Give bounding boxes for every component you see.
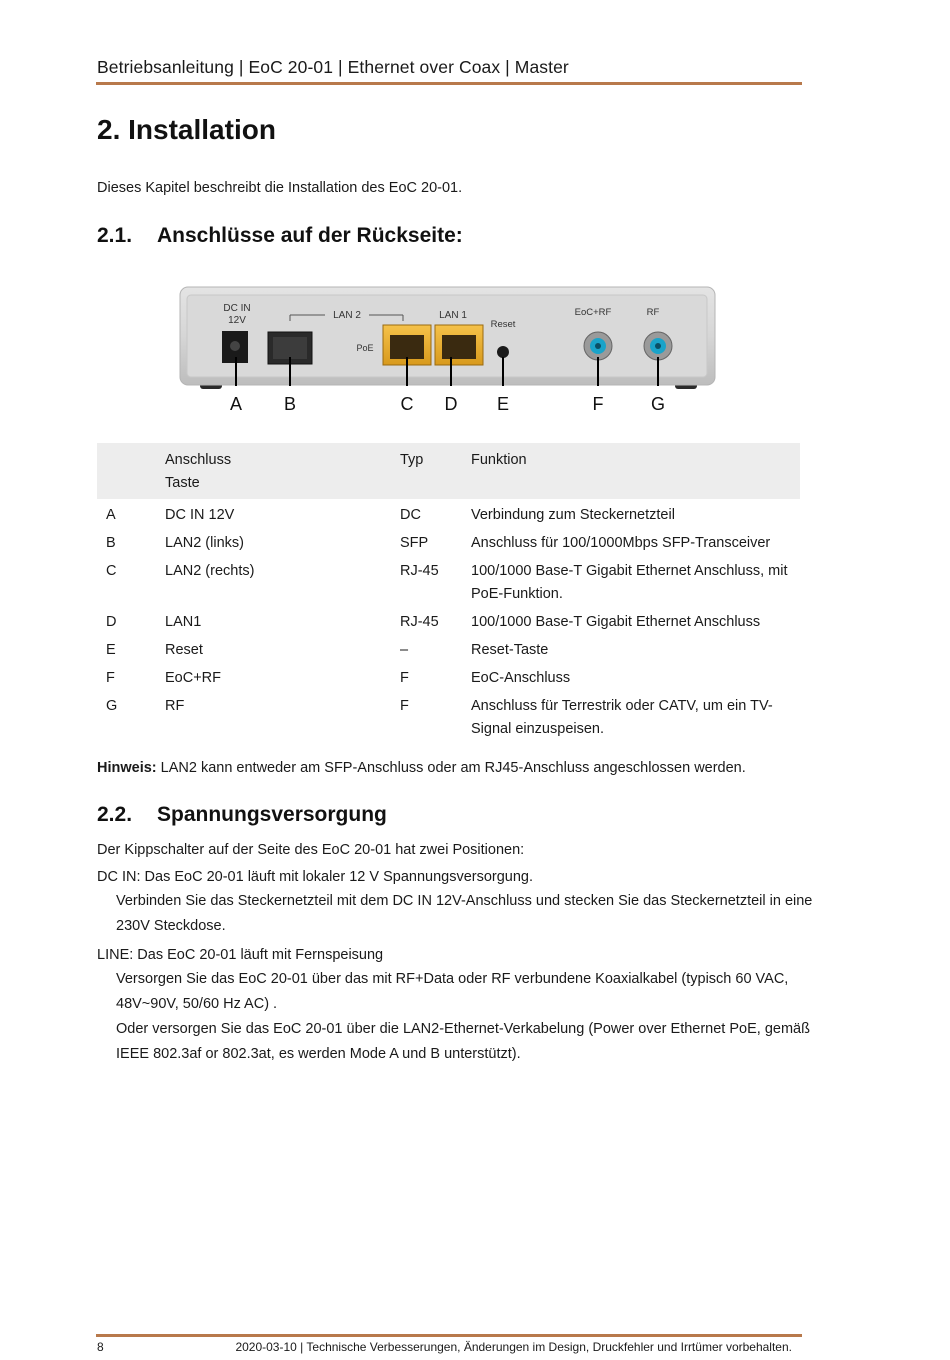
- section-number: 2.2.: [97, 803, 133, 826]
- row-id: E: [106, 642, 116, 658]
- label-lan1: LAN 1: [439, 310, 467, 321]
- hint-note: [97, 760, 746, 776]
- table-row: [97, 634, 800, 662]
- row-type: SFP: [400, 535, 429, 551]
- callout-letter-f: F: [592, 394, 604, 414]
- row-type: RJ-45: [400, 614, 439, 630]
- table-header-type: Typ: [400, 452, 424, 468]
- power-intro: Der Kippschalter auf der Seite des EoC 20-01 hat zwei Positionen:: [97, 842, 525, 858]
- section-heading-power: [97, 803, 387, 827]
- row-function: EoC-Anschluss: [471, 670, 571, 686]
- callout-letter-g: G: [650, 394, 666, 414]
- chapter-title: 2. Installation: [97, 114, 276, 145]
- table-header-connector-line1: Anschluss: [165, 452, 232, 468]
- row-function: Anschluss für 100/1000Mbps SFP-Transceiver: [471, 535, 771, 551]
- table-header-row: [97, 443, 800, 499]
- row-id: G: [106, 698, 118, 714]
- label-lan2: LAN 2: [333, 310, 361, 321]
- label-rf: RF: [646, 307, 660, 318]
- callout-letter-e: E: [496, 394, 510, 414]
- row-connector: RF: [165, 698, 185, 714]
- chapter-intro: Dieses Kapitel beschreibt die Installation des EoC 20-01.: [97, 180, 463, 196]
- table-row: [97, 555, 800, 606]
- label-poe: PoE: [356, 343, 374, 353]
- row-type: F: [400, 698, 409, 714]
- row-type: –: [400, 642, 409, 658]
- power-line-line: 48V~90V, 50/60 Hz AC) .: [116, 996, 278, 1012]
- connector-table: [97, 443, 800, 747]
- hint-text: LAN2 kann entweder am SFP-Anschluss oder am RJ45-Anschluss angeschlossen werden.: [156, 760, 746, 776]
- section-title: Anschlüsse auf der Rückseite:: [157, 224, 463, 247]
- row-function: 100/1000 Base-T Gigabit Ethernet Anschluss: [471, 614, 761, 630]
- callout-letter-b: B: [283, 394, 297, 414]
- row-function-line2: Signal einzuspeisen.: [471, 721, 605, 737]
- row-function: Reset-Taste: [471, 642, 549, 658]
- row-id: A: [106, 507, 116, 523]
- row-connector: Reset: [165, 642, 203, 658]
- page-number: 8: [97, 1340, 104, 1354]
- callout-letter-a: A: [229, 394, 243, 414]
- callout-letter-c: C: [400, 394, 414, 414]
- row-type: DC: [400, 507, 421, 523]
- table-header-connector: [165, 449, 400, 495]
- power-line-line: Oder versorgen Sie das EoC 20-01 über die LAN2-Ethernet-Verkabelung (Power over Ethernet PoE, gemäß: [116, 1021, 810, 1037]
- row-id: C: [106, 563, 117, 579]
- row-id: D: [106, 614, 117, 630]
- callout-letter-d: D: [444, 394, 458, 414]
- row-function-line1: Anschluss für Terrestrik oder CATV, um ein TV-: [471, 698, 773, 714]
- table-row: [97, 527, 800, 555]
- power-line-line: IEEE 802.3af or 802.3at, es werden Mode A und B unterstützt).: [116, 1046, 521, 1062]
- table-header-connector-line2: Taste: [165, 475, 200, 491]
- table-row: [97, 690, 800, 747]
- row-connector: DC IN 12V: [165, 507, 235, 523]
- device-rear-panel-illustration: [175, 283, 720, 418]
- table-row: [97, 499, 800, 527]
- label-dcin: DC IN: [223, 303, 251, 314]
- footer-disclaimer: 2020-03-10 | Technische Verbesserungen, Änderungen im Design, Druckfehler und Irrtümer vorbehalten.: [235, 1340, 792, 1354]
- section-title: Spannungsversorgung: [157, 803, 387, 826]
- power-dc-heading: DC IN: Das EoC 20-01 läuft mit lokaler 12 V Spannungsversorgung.: [97, 869, 534, 885]
- row-function: Verbindung zum Steckernetzteil: [471, 507, 675, 523]
- table-header-function: Funktion: [471, 452, 527, 468]
- row-type: F: [400, 670, 409, 686]
- row-connector: LAN2 (rechts): [165, 563, 255, 579]
- power-dc-block: [97, 866, 812, 939]
- row-connector: EoC+RF: [165, 670, 222, 686]
- header-rule: [96, 82, 802, 85]
- row-function-line1: 100/1000 Base-T Gigabit Ethernet Anschluss, mit: [471, 563, 788, 579]
- power-line-block: [97, 944, 810, 1067]
- power-line-line: Versorgen Sie das EoC 20-01 über das mit RF+Data oder RF verbundene Koaxialkabel (typisch 60 VAC,: [116, 971, 789, 987]
- power-line-heading: LINE: Das EoC 20-01 läuft mit Fernspeisung: [97, 947, 384, 963]
- row-id: F: [106, 670, 115, 686]
- running-header: Betriebsanleitung | EoC 20-01 | Ethernet over Coax | Master: [97, 57, 569, 77]
- table-row: [97, 606, 800, 634]
- section-number: 2.1.: [97, 224, 133, 247]
- label-reset: Reset: [490, 319, 516, 330]
- label-dcin-voltage: 12V: [228, 315, 246, 326]
- hint-label: Hinweis:: [97, 760, 157, 776]
- footer-rule: [96, 1334, 802, 1337]
- label-eocrf: EoC+RF: [574, 307, 612, 318]
- table-header-id: [97, 449, 165, 495]
- reset-button: [497, 346, 509, 358]
- row-type: RJ-45: [400, 563, 439, 579]
- row-connector: LAN1: [165, 614, 202, 630]
- row-id: B: [106, 535, 116, 551]
- table-row: [97, 662, 800, 690]
- power-dc-line: 230V Steckdose.: [116, 918, 226, 934]
- row-connector: LAN2 (links): [165, 535, 244, 551]
- row-function-line2: PoE-Funktion.: [471, 586, 563, 602]
- row-function: [471, 695, 800, 741]
- section-heading-connectors: [97, 224, 463, 248]
- power-dc-line: Verbinden Sie das Steckernetzteil mit dem DC IN 12V-Anschluss und stecken Sie das Steckernetzteil in eine: [116, 893, 813, 909]
- row-function: [471, 560, 800, 606]
